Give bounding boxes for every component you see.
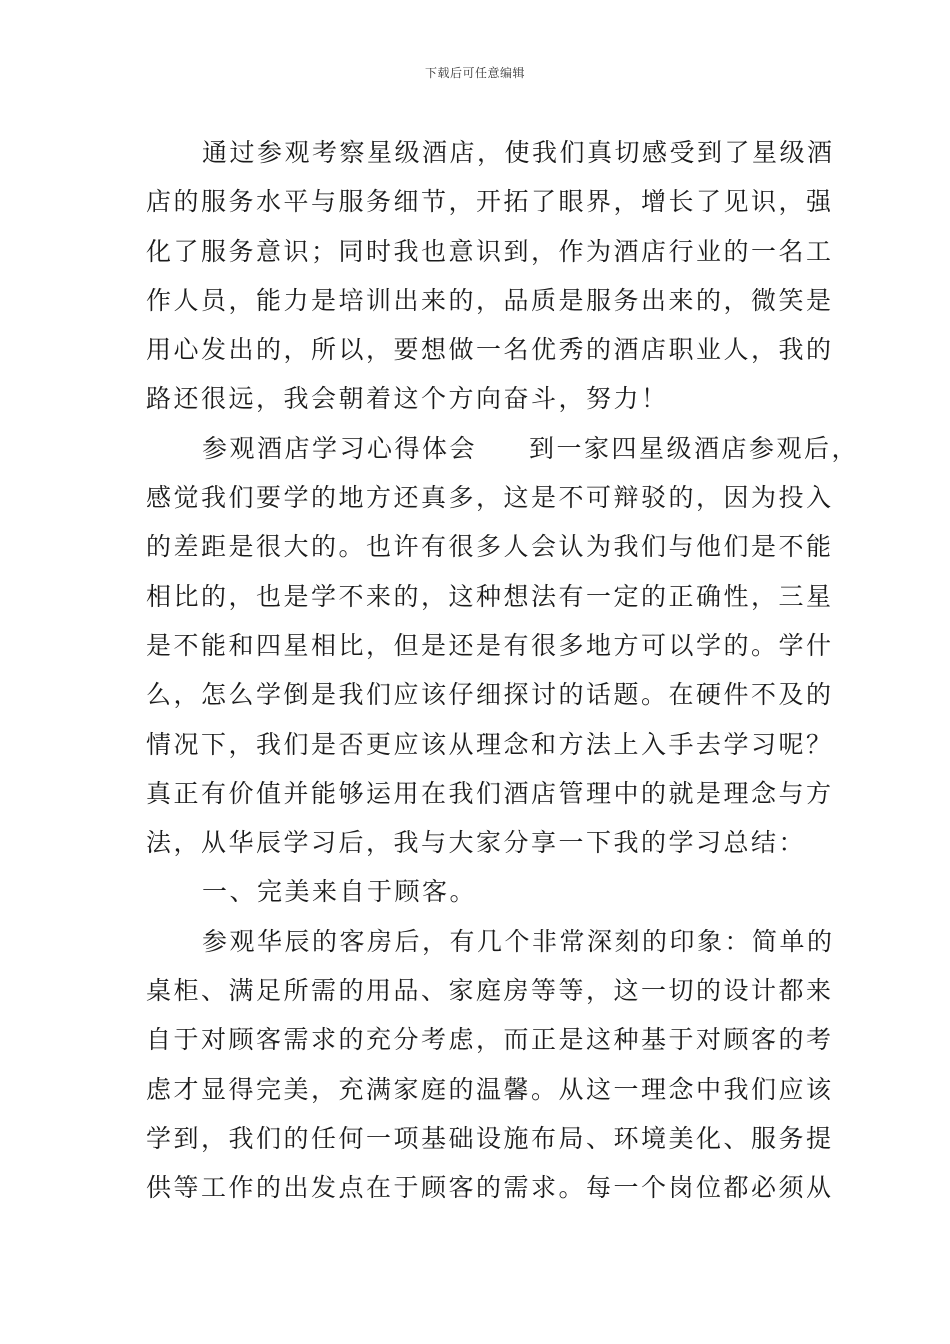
paragraph-line: 供等工作的出发点在于顾客的需求。每一个岗位都必须从	[146, 1173, 834, 1203]
paragraph-line: 法，从华辰学习后，我与大家分享一下我的学习总结：	[146, 828, 807, 858]
paragraph-line: 虑才显得完美，充满家庭的温馨。从这一理念中我们应该	[146, 1074, 834, 1104]
section-title: 参观酒店学习心得体会	[202, 433, 478, 463]
page-header: 下载后可任意编辑	[424, 66, 525, 80]
paragraph-line: 的差距是很大的。也许有很多人会认为我们与他们是不能	[146, 532, 834, 562]
paragraph-line: 相比的，也是学不来的，这种想法有一定的正确性，三星	[146, 581, 834, 611]
paragraph-line: 参观华辰的客房后，有几个非常深刻的印象：简单的	[202, 926, 835, 956]
paragraph-line-with-title	[146, 424, 860, 473]
paragraph-line: 桌柜、满足所需的用品、家庭房等等，这一切的设计都来	[146, 976, 834, 1006]
paragraph-line: 是不能和四星相比，但是还是有很多地方可以学的。学什	[146, 630, 834, 660]
paragraph-line: 通过参观考察星级酒店，使我们真切感受到了星级酒	[202, 138, 835, 167]
paragraph-line: 路还很远，我会朝着这个方向奋斗，努力！	[146, 384, 669, 414]
paragraph-line: 感觉我们要学的地方还真多，这是不可辩驳的，因为投入	[146, 483, 834, 513]
paragraph-line: 作人员，能力是培训出来的，品质是服务出来的，微笑是	[146, 285, 834, 315]
paragraph-line: 用心发出的，所以，要想做一名优秀的酒店职业人，我的	[146, 335, 834, 365]
paragraph-line: 学到，我们的任何一项基础设施布局、环境美化、服务提	[146, 1123, 834, 1153]
paragraph-text: 到一家四星级酒店参观后，	[529, 433, 860, 463]
paragraph-line: 情况下，我们是否更应该从理念和方法上入手去学习呢？	[146, 729, 834, 759]
document-body	[146, 128, 860, 1213]
section-heading: 一、完美来自于顾客。	[202, 877, 478, 907]
paragraph-line: 化了服务意识；同时我也意识到，作为酒店行业的一名工	[146, 236, 834, 266]
paragraph-line: 么，怎么学倒是我们应该仔细探讨的话题。在硬件不及的	[146, 680, 834, 710]
paragraph-line: 店的服务水平与服务细节，开拓了眼界，增长了见识，强	[146, 187, 834, 217]
paragraph-line: 真正有价值并能够运用在我们酒店管理中的就是理念与方	[146, 778, 834, 808]
paragraph-line: 自于对顾客需求的充分考虑，而正是这种基于对顾客的考	[146, 1025, 834, 1055]
